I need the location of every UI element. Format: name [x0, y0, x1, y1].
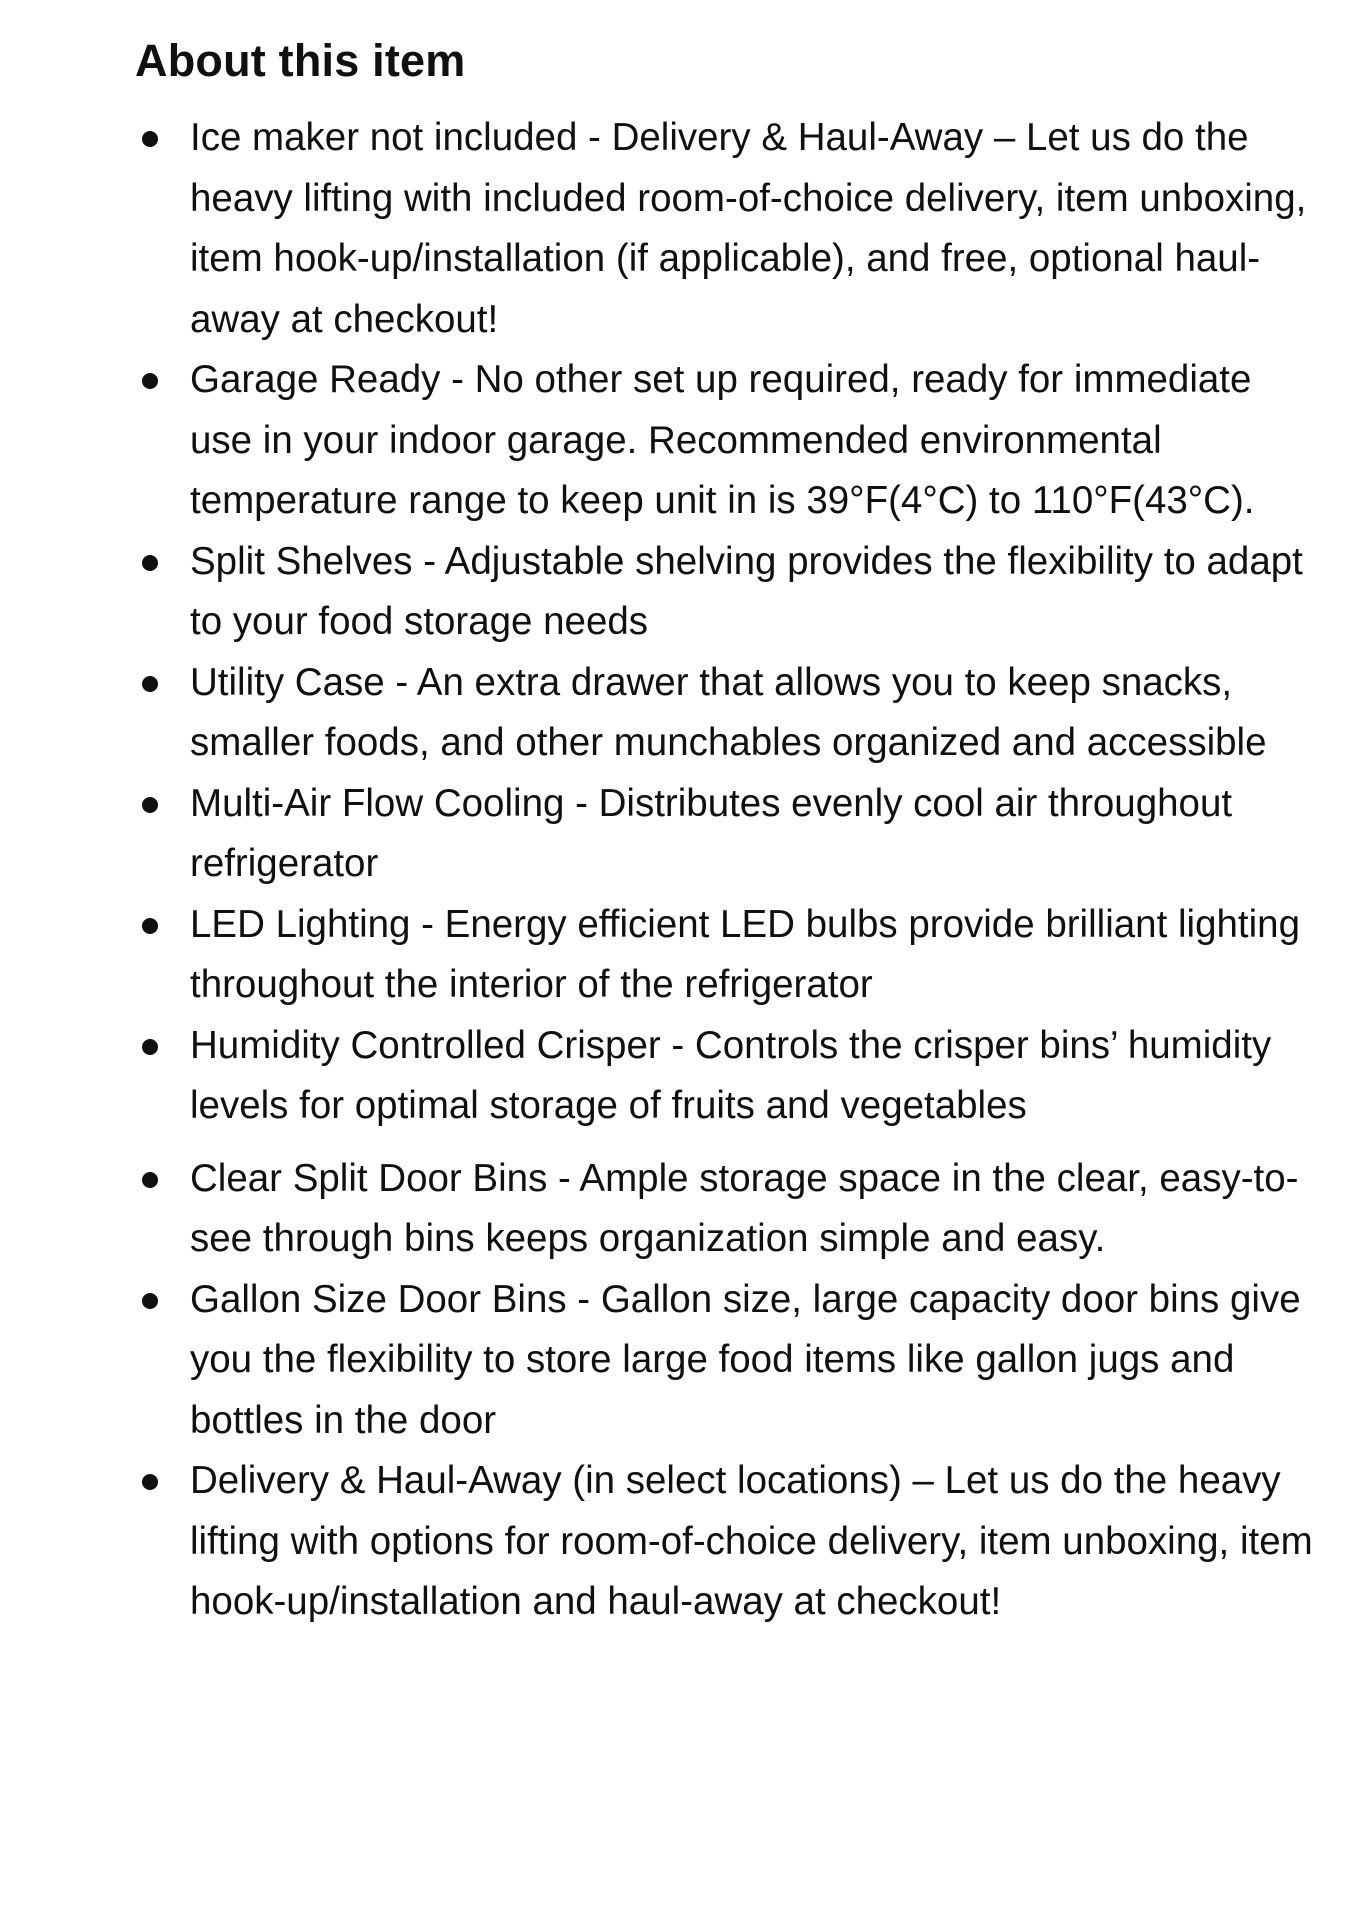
- feature-bullet: [135, 895, 1315, 1016]
- bullet-dot-icon: [142, 1039, 158, 1055]
- feature-bullet-text: Gallon Size Door Bins - Gallon size, large capacity door bins give you the flexibility to store large food items like gallon jugs and bottles in the door: [190, 1277, 1301, 1442]
- feature-bullet-text: Delivery & Haul-Away (in select locations) – Let us do the heavy lifting with options for room-of-choice delivery, item unboxing, item hook-up/installation and haul-away at checkout!: [190, 1459, 1313, 1623]
- feature-bullet: [135, 1270, 1315, 1452]
- bullet-dot-icon: [142, 1172, 158, 1188]
- feature-bullet: [135, 108, 1315, 350]
- bullet-dot-icon: [142, 555, 158, 571]
- feature-bullet: [135, 1149, 1315, 1270]
- bullet-dot-icon: [142, 918, 158, 934]
- bullet-dot-icon: [142, 373, 158, 389]
- feature-bullet: [135, 532, 1315, 653]
- feature-bullet-text: Clear Split Door Bins - Ample storage space in the clear, easy-to-see through bins keeps organization simple and easy.: [190, 1156, 1299, 1260]
- bullet-dot-icon: [142, 131, 158, 147]
- bullet-dot-icon: [142, 1474, 158, 1490]
- feature-bullet: [135, 653, 1315, 774]
- bullet-dot-icon: [142, 1293, 158, 1309]
- bullet-dot-icon: [142, 797, 158, 813]
- feature-bullet-list: [135, 108, 1315, 1633]
- feature-bullet-text: Split Shelves - Adjustable shelving provides the flexibility to adapt to your food storage needs: [190, 539, 1303, 643]
- bullet-dot-icon: [142, 676, 158, 692]
- feature-bullet-text: Humidity Controlled Crisper - Controls the crisper bins’ humidity levels for optimal storage of fruits and vegetables: [190, 1023, 1272, 1127]
- feature-bullet: [135, 774, 1315, 895]
- feature-bullet-text: Garage Ready - No other set up required, ready for immediate use in your indoor garage. Recommended environmental temperature range to keep unit in is 39°F(4°C) to 110°F(43°C).: [190, 358, 1255, 522]
- feature-bullet-text: Utility Case - An extra drawer that allows you to keep snacks, smaller foods, and other munchables organized and accessible: [190, 660, 1267, 764]
- feature-bullet-text: Ice maker not included - Delivery & Haul-Away – Let us do the heavy lifting with included room-of-choice delivery, item unboxing, item hook-up/installation (if applicable), and free, optional haul-away at checkout!: [190, 116, 1307, 341]
- section-title: About this item: [135, 35, 466, 86]
- feature-bullet-text: Multi-Air Flow Cooling - Distributes evenly cool air throughout refrigerator: [190, 781, 1233, 885]
- about-this-item-section: [135, 28, 1315, 1633]
- feature-bullet: [135, 350, 1315, 532]
- feature-bullet: [135, 1016, 1315, 1137]
- feature-bullet: [135, 1451, 1315, 1633]
- feature-bullet-text: LED Lighting - Energy efficient LED bulbs provide brilliant lighting throughout the interior of the refrigerator: [190, 902, 1300, 1006]
